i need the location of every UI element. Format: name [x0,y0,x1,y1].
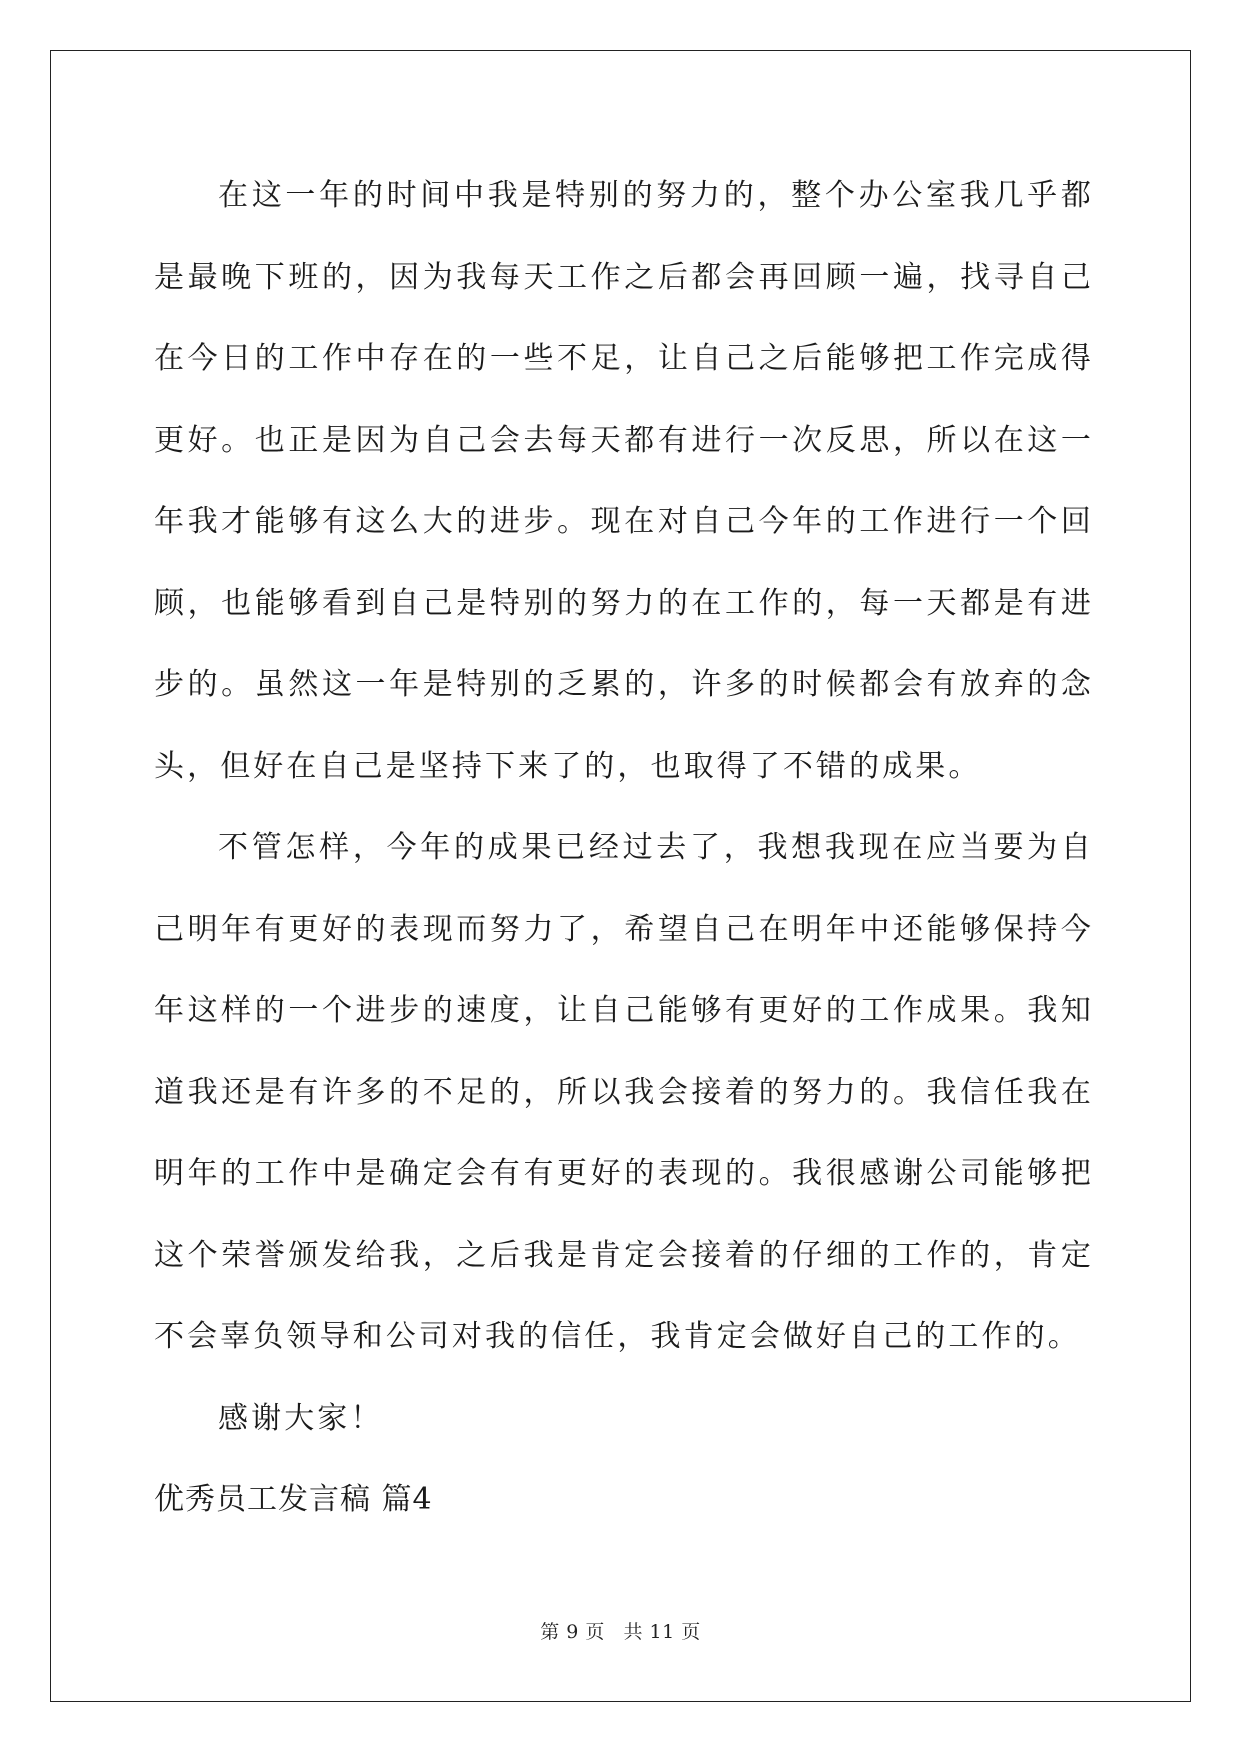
paragraph-closing: 感谢大家！ [218,1400,384,1436]
page-total: 共 11 页 [623,1621,701,1643]
paragraph-1: 在这一年的时间中我是特别的努力的，整个办公室我几乎都是最晚下班的，因为我每天工作之后都会再回顾一遍，找寻自己在今日的工作中存在的一些不足，让自己之后能够把工作完成得更好。也正是因为自己会去每天都有进行一次反思，所以在这一年我才能够有这么大的进步。现在对自己今年的工作进行一个回顾，也能够看到自己是特别的努力的在工作的，每一天都是有进步的。虽然这一年是特别的乏累的，许多的时候都会有放弃的念头，但好在自己是坚持下来了的，也取得了不错的成果。 [154,178,1094,784]
document-body [154,155,1094,1541]
page-footer [0,1617,1241,1644]
page-number: 第 9 页 [540,1621,605,1643]
section-heading: 优秀员工发言稿 篇4 [154,1482,433,1517]
paragraph-2: 不管怎样，今年的成果已经过去了，我想我现在应当要为自己明年有更好的表现而努力了，希望自己在明年中还能够保持今年这样的一个进步的速度，让自己能够有更好的工作成果。我知道我还是有许多的不足的，所以我会接着的努力的。我信任我在明年的工作中是确定会有有更好的表现的。我很感谢公司能够把这个荣誉颁发给我，之后我是肯定会接着的仔细的工作的，肯定不会辜负领导和公司对我的信任，我肯定会做好自己的工作的。 [154,830,1094,1354]
